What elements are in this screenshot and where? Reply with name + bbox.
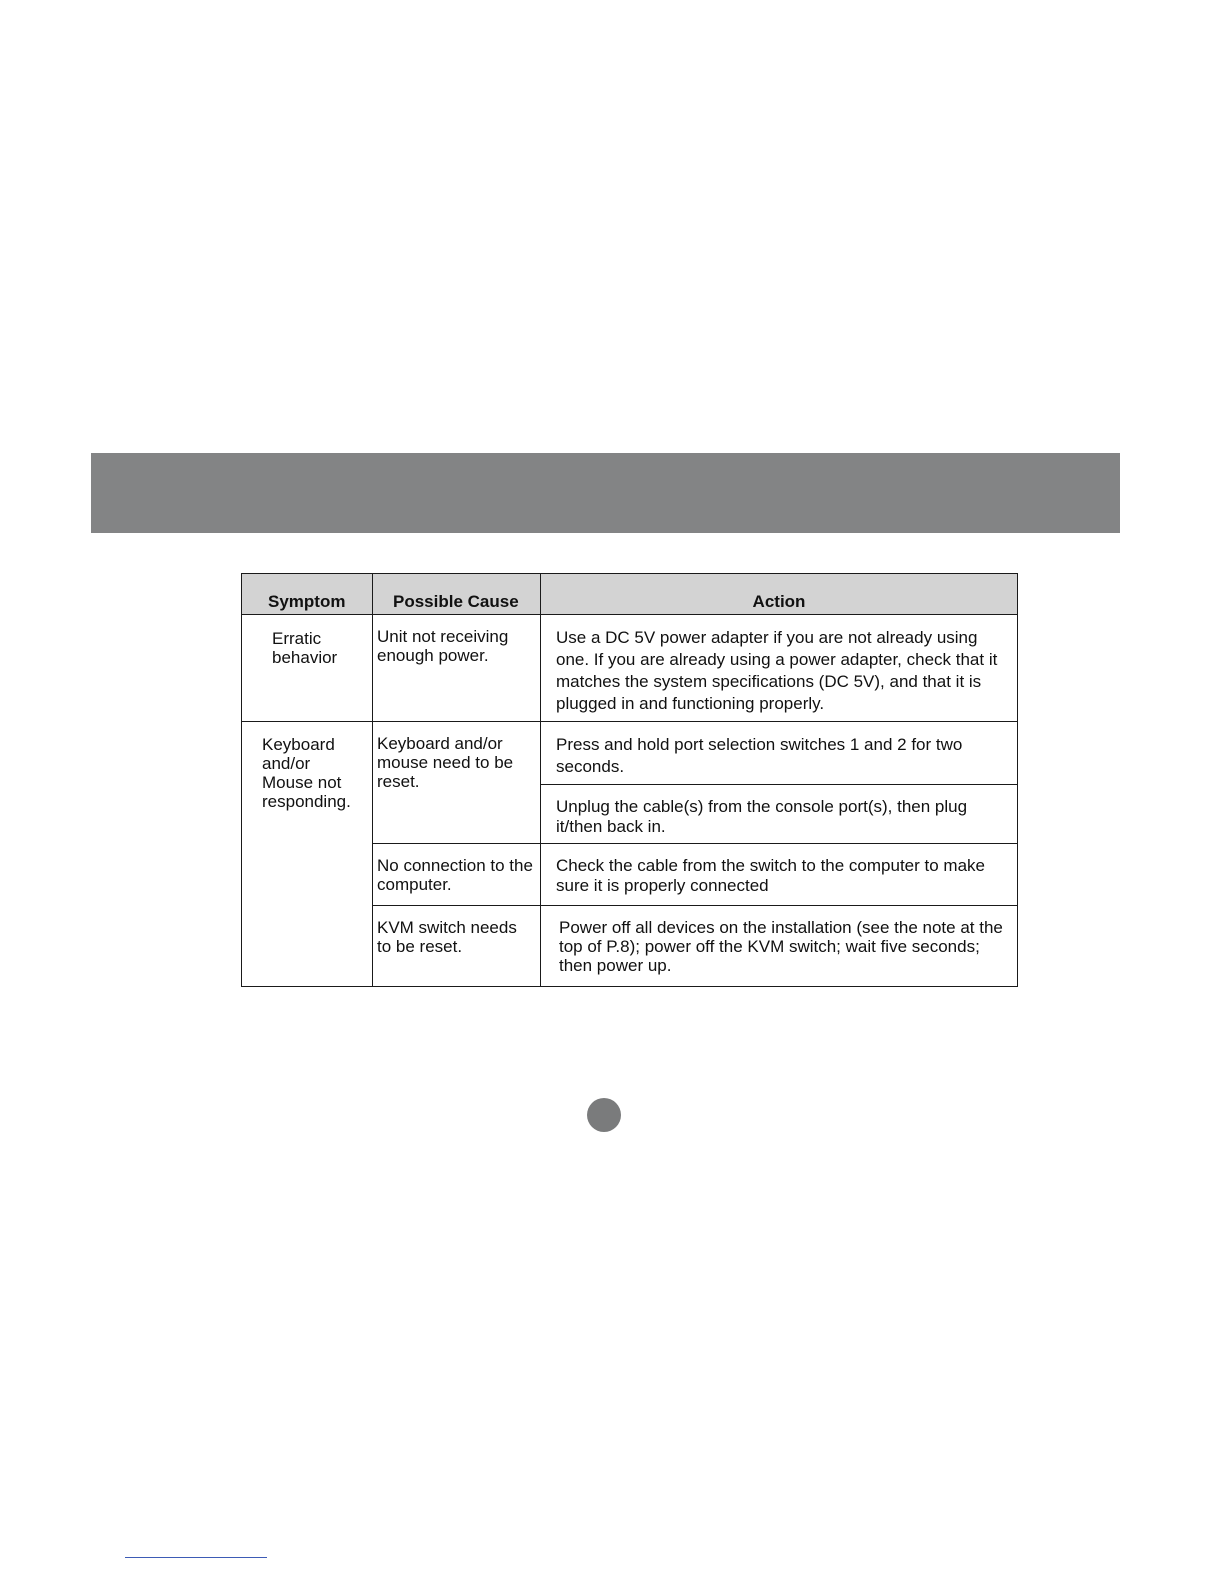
section-header-band [91,453,1120,533]
symptom-cell: Erratic behavior [242,615,373,722]
troubleshooting-table [241,573,1018,987]
page-number-dot [587,1098,621,1132]
action-cell: Use a DC 5V power adapter if you are not already using one. If you are already using a power adapter, check that it matches the system specifications (DC 5V), and that it is plugged in and functioning properly. [541,615,1018,722]
cause-cell: KVM switch needs to be reset. [373,906,541,987]
cause-cell: Unit not receiving enough power. [373,615,541,722]
header-symptom: Symptom [242,574,373,615]
table-row [242,615,1018,722]
action-cell: Press and hold port selection switches 1 and 2 for two seconds. [541,722,1018,785]
header-action: Action [541,574,1018,615]
table-header-row [242,574,1018,615]
header-possible-cause: Possible Cause [373,574,541,615]
cause-cell: No connection to the computer. [373,844,541,906]
action-cell: Power off all devices on the installation (see the note at the top of P.8); power off the KVM switch; wait five seconds; then power up. [541,906,1018,987]
action-cell: Unplug the cable(s) from the console port(s), then plug it/then back in. [541,785,1018,844]
cause-cell: Keyboard and/or mouse need to be reset. [373,722,541,844]
table-row [242,722,1018,785]
footer-rule [125,1557,267,1558]
symptom-cell: Keyboard and/or Mouse not responding. [242,722,373,987]
action-cell: Check the cable from the switch to the computer to make sure it is properly connected [541,844,1018,906]
